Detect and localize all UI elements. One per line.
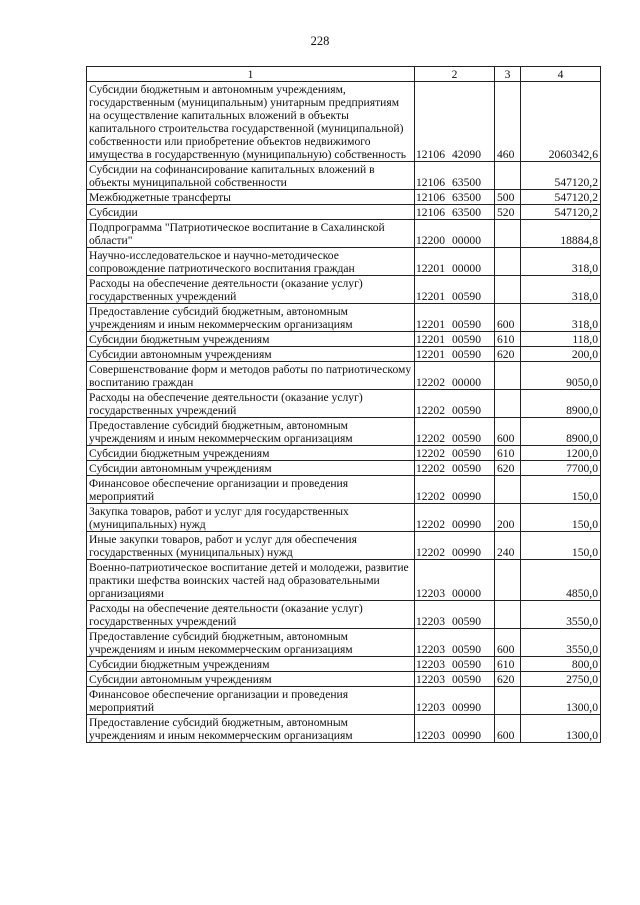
row-code-direction: 00990 [452,729,481,742]
table-row [87,362,601,390]
column-header: 2 [415,67,495,82]
row-amount: 118,0 [521,332,601,347]
row-amount: 150,0 [521,532,601,560]
row-name: Предоставление субсидий бюджетным, автономным учреждениям и иным некоммерческим организациям [87,418,415,446]
row-code-direction: 00590 [452,333,481,346]
row-expense-type: 610 [495,332,521,347]
row-amount: 547120,2 [521,205,601,220]
row-expense-type [495,162,521,190]
row-code-direction: 42090 [452,148,481,161]
row-code-program: 12202 [416,376,445,389]
row-code [415,687,495,715]
row-code-program: 12203 [416,673,445,686]
row-code [415,276,495,304]
row-expense-type [495,362,521,390]
row-expense-type [495,601,521,629]
row-code [415,162,495,190]
row-code-program: 12203 [416,643,445,656]
row-code-direction: 00990 [452,518,481,531]
row-amount: 547120,2 [521,162,601,190]
row-expense-type: 600 [495,418,521,446]
row-code-program: 12106 [416,191,445,204]
row-code-program: 12201 [416,348,445,361]
row-expense-type: 610 [495,446,521,461]
row-expense-type [495,476,521,504]
row-code-program: 12202 [416,432,445,445]
table-row [87,476,601,504]
table-row [87,504,601,532]
row-code [415,190,495,205]
table-row [87,418,601,446]
table-row [87,687,601,715]
row-amount: 1300,0 [521,687,601,715]
row-name: Субсидии автономным учреждениям [87,347,415,362]
row-code-program: 12203 [416,658,445,671]
row-code-program: 12202 [416,404,445,417]
row-code [415,715,495,743]
row-expense-type: 600 [495,304,521,332]
row-code [415,332,495,347]
row-expense-type [495,276,521,304]
table-row [87,601,601,629]
row-expense-type [495,220,521,248]
row-amount: 2750,0 [521,672,601,687]
row-code [415,347,495,362]
row-amount: 1300,0 [521,715,601,743]
row-expense-type: 520 [495,205,521,220]
row-amount: 150,0 [521,476,601,504]
budget-table [86,66,601,743]
row-expense-type [495,560,521,601]
table-header-row [87,67,601,82]
table-row [87,629,601,657]
row-code [415,205,495,220]
row-amount: 8900,0 [521,418,601,446]
row-code-direction: 00000 [452,376,481,389]
row-code [415,476,495,504]
row-code-program: 12201 [416,262,445,275]
row-name: Субсидии бюджетным учреждениям [87,332,415,347]
row-amount: 9050,0 [521,362,601,390]
row-code-direction: 00990 [452,546,481,559]
row-amount: 200,0 [521,347,601,362]
row-code [415,446,495,461]
row-expense-type: 620 [495,672,521,687]
row-code [415,362,495,390]
table-row [87,82,601,162]
row-name: Расходы на обеспечение деятельности (оказание услуг) государственных учреждений [87,601,415,629]
row-code-direction: 00000 [452,262,481,275]
table-row [87,220,601,248]
row-code-direction: 00590 [452,432,481,445]
row-code-direction: 00590 [452,462,481,475]
row-amount: 4850,0 [521,560,601,601]
row-code-direction: 00590 [452,290,481,303]
row-code-program: 12200 [416,234,445,247]
table-row [87,390,601,418]
row-code-direction: 63500 [452,206,481,219]
row-code [415,657,495,672]
row-name: Предоставление субсидий бюджетным, автономным учреждениям и иным некоммерческим организациям [87,304,415,332]
row-amount: 318,0 [521,276,601,304]
row-code-direction: 00000 [452,587,481,600]
table-row [87,446,601,461]
row-code-program: 12201 [416,318,445,331]
row-code [415,248,495,276]
row-name: Финансовое обеспечение организации и проведения мероприятий [87,687,415,715]
row-name: Субсидии бюджетным учреждениям [87,446,415,461]
row-name: Межбюджетные трансферты [87,190,415,205]
row-name: Субсидии бюджетным учреждениям [87,657,415,672]
row-name: Субсидии автономным учреждениям [87,461,415,476]
row-name: Предоставление субсидий бюджетным, автономным учреждениям и иным некоммерческим организациям [87,629,415,657]
table-row [87,332,601,347]
row-name: Расходы на обеспечение деятельности (оказание услуг) государственных учреждений [87,390,415,418]
table-row [87,347,601,362]
row-expense-type: 620 [495,347,521,362]
row-code-direction: 00590 [452,318,481,331]
page-number: 228 [310,34,330,48]
row-code [415,672,495,687]
table-row [87,672,601,687]
row-name: Иные закупки товаров, работ и услуг для обеспечения государственных (муниципальных) нужд [87,532,415,560]
row-expense-type: 460 [495,82,521,162]
row-code-program: 12202 [416,490,445,503]
row-code [415,418,495,446]
column-header: 3 [495,67,521,82]
row-code-program: 12203 [416,701,445,714]
row-code-program: 12106 [416,206,445,219]
row-amount: 318,0 [521,248,601,276]
row-amount: 318,0 [521,304,601,332]
row-code-direction: 00590 [452,673,481,686]
row-code-program: 12106 [416,176,445,189]
row-amount: 7700,0 [521,461,601,476]
row-amount: 8900,0 [521,390,601,418]
row-code [415,532,495,560]
row-code-direction: 00590 [452,658,481,671]
row-name: Субсидии [87,205,415,220]
row-code-direction: 63500 [452,191,481,204]
row-name: Научно-исследовательское и научно-методическое сопровождение патриотического воспитания граждан [87,248,415,276]
row-name: Закупка товаров, работ и услуг для государственных (муниципальных) нужд [87,504,415,532]
row-code-direction: 00590 [452,615,481,628]
table-row [87,162,601,190]
row-amount: 150,0 [521,504,601,532]
row-expense-type [495,390,521,418]
row-code [415,390,495,418]
row-name: Субсидии автономным учреждениям [87,672,415,687]
row-code [415,461,495,476]
column-header: 4 [521,67,601,82]
table-row [87,276,601,304]
row-name: Субсидии бюджетным и автономным учреждениям, государственным (муниципальным) унитарным предприятиям на осуществление капитальных вложений в объекты капитального строительства государственной (муниципальной) собственности или приобретение объектов недвижимого имущества в государственную (муниципальную) собственность [87,82,415,162]
row-expense-type: 620 [495,461,521,476]
row-code-direction: 00590 [452,348,481,361]
row-code [415,82,495,162]
table-row [87,657,601,672]
row-code-program: 12203 [416,587,445,600]
row-name: Расходы на обеспечение деятельности (оказание услуг) государственных учреждений [87,276,415,304]
table-row [87,190,601,205]
table-row [87,560,601,601]
row-code-program: 12201 [416,290,445,303]
row-code [415,629,495,657]
row-code-program: 12202 [416,546,445,559]
row-code-direction: 00590 [452,447,481,460]
row-name: Предоставление субсидий бюджетным, автономным учреждениям и иным некоммерческим организациям [87,715,415,743]
row-name: Финансовое обеспечение организации и проведения мероприятий [87,476,415,504]
table-row [87,248,601,276]
row-code-direction: 00990 [452,490,481,503]
table-row [87,532,601,560]
row-expense-type: 200 [495,504,521,532]
row-expense-type: 610 [495,657,521,672]
row-amount: 1200,0 [521,446,601,461]
row-name: Военно-патриотическое воспитание детей и молодежи, развитие практики шефства воинских частей над образовательными организациями [87,560,415,601]
row-expense-type: 600 [495,629,521,657]
row-code [415,504,495,532]
row-code [415,220,495,248]
row-expense-type [495,248,521,276]
row-code-direction: 63500 [452,176,481,189]
row-code-direction: 00590 [452,404,481,417]
row-name: Субсидии на софинансирование капитальных вложений в объекты муниципальной собственности [87,162,415,190]
row-name: Подпрограмма "Патриотическое воспитание в Сахалинской области" [87,220,415,248]
row-code-program: 12203 [416,615,445,628]
row-expense-type: 500 [495,190,521,205]
column-header: 1 [87,67,415,82]
table-row [87,304,601,332]
row-code-program: 12106 [416,148,445,161]
row-name: Совершенствование форм и методов работы по патриотическому воспитанию граждан [87,362,415,390]
row-code-program: 12201 [416,333,445,346]
row-code [415,560,495,601]
row-expense-type [495,687,521,715]
table-row [87,205,601,220]
row-amount: 800,0 [521,657,601,672]
row-code-program: 12202 [416,447,445,460]
row-amount: 2060342,6 [521,82,601,162]
table-row [87,461,601,476]
row-code-direction: 00590 [452,643,481,656]
row-code [415,304,495,332]
row-code-program: 12202 [416,462,445,475]
table-row [87,715,601,743]
row-code-program: 12203 [416,729,445,742]
row-code-direction: 00990 [452,701,481,714]
row-expense-type: 600 [495,715,521,743]
row-code-direction: 00000 [452,234,481,247]
row-amount: 3550,0 [521,629,601,657]
row-amount: 3550,0 [521,601,601,629]
row-code-program: 12202 [416,518,445,531]
row-code [415,601,495,629]
row-expense-type: 240 [495,532,521,560]
row-amount: 18884,8 [521,220,601,248]
row-amount: 547120,2 [521,190,601,205]
